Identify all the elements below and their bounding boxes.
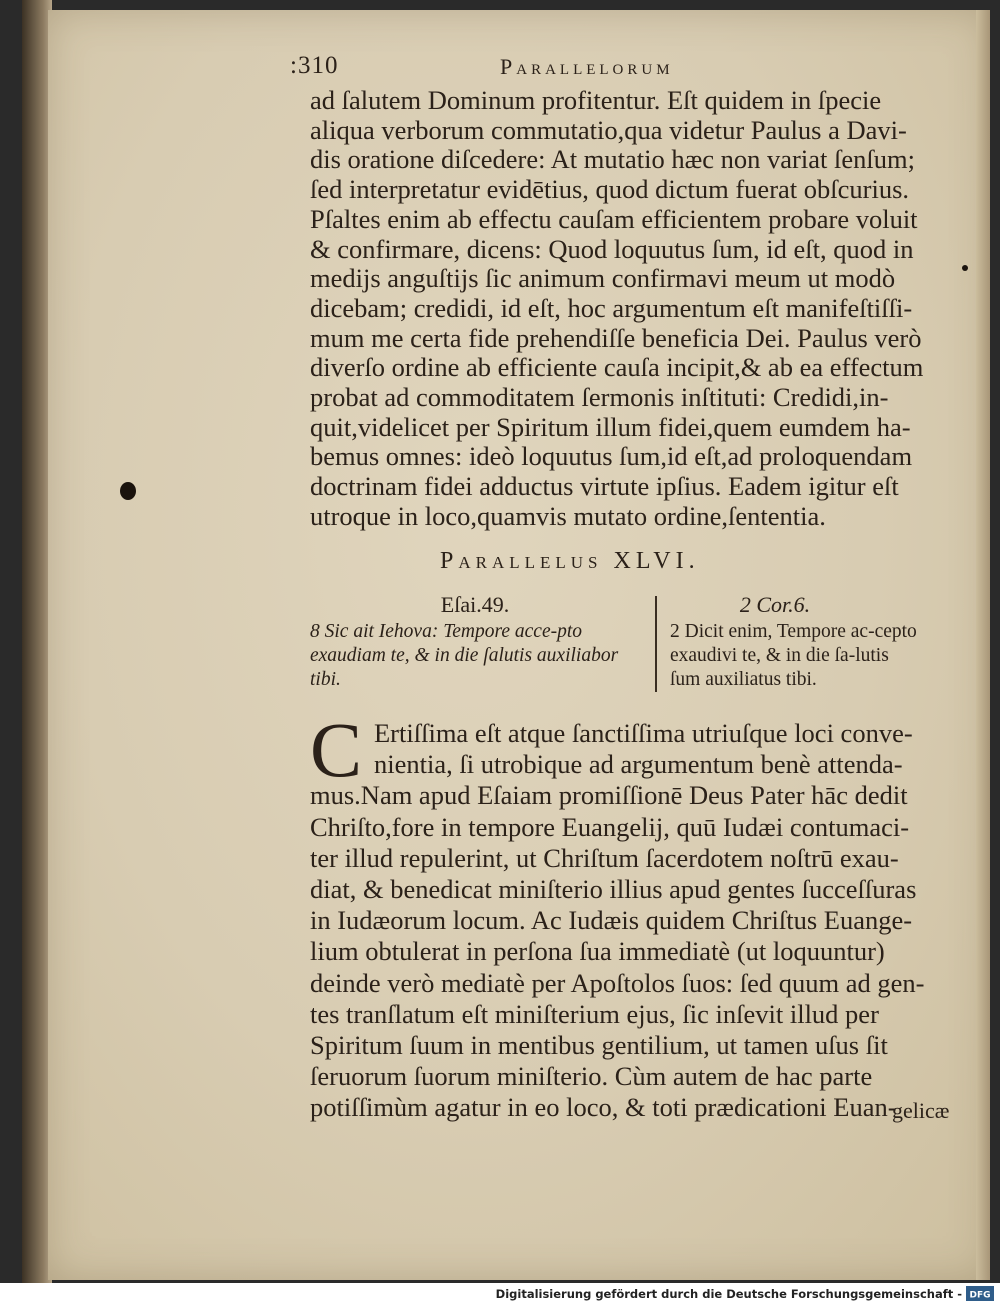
- body-line: mum me certa fide prehendiſſe beneficia Dei. Paulus verò: [310, 322, 922, 353]
- right-reference: 2 Cor.6.: [739, 592, 811, 617]
- body-line: & confirmare, dicens: Quod loquutus ſum, id eſt, quod in: [310, 233, 914, 264]
- footer-credit: Digitalisierung gefördert durch die Deutsche Forschungsgemeinschaft -: [495, 1287, 962, 1301]
- body-line: doctrinam fidei adductus virtute ipſius. Eadem igitur eſt: [310, 471, 899, 502]
- body-line: utroque in loco,quamvis mutato ordine,ſententia.: [310, 500, 826, 531]
- commentary-line: Ertiſſima eſt atque ſanctiſſima utriuſque loci conve-: [374, 718, 913, 748]
- commentary-text: [310, 706, 950, 1124]
- commentary-line: lium obtulerat in perſona ſua immediatè (ut loquuntur): [310, 936, 885, 967]
- column-divider: [655, 596, 657, 692]
- commentary-line: tes tranſlatum eſt miniſterium ejus, ſic inſevit illud per: [310, 998, 879, 1029]
- right-verse: 2 Dicit enim, Tempore ac-cepto exaudivi te, & in die ſa-lutis ſum auxiliatus tibi.: [670, 621, 917, 690]
- body-line: aliqua verborum commutatio,qua videtur Paulus a Davi-: [310, 114, 907, 145]
- page-number: :310: [290, 52, 339, 79]
- commentary-line: Chriſto,fore in tempore Euangelij, quū Iudæi contumaci-: [310, 811, 910, 842]
- body-line: Pſaltes enim ab effectu cauſam efficientem probare voluit: [310, 203, 918, 234]
- page-header: [290, 52, 750, 86]
- section-title: Parallelus XLVI.: [440, 548, 700, 574]
- parallel-left-column: [310, 592, 640, 692]
- commentary-line: Spiritum ſuum in mentibus gentilium, ut tamen uſus ſit: [310, 1030, 888, 1061]
- svg-text:DFG: DFG: [969, 1290, 991, 1301]
- commentary-line: ter illud repulerint, ut Chriſtum ſacerdotem noſtrū exau-: [310, 842, 899, 873]
- ink-blot: [962, 265, 968, 271]
- page-edge: [976, 10, 990, 1280]
- body-line: medijs anguſtijs ſic animum confirmavi meum ut modò: [310, 263, 896, 294]
- catchword: gelicæ: [892, 1098, 950, 1123]
- left-reference: Eſai.49.: [440, 592, 510, 617]
- body-line: dis oratione diſcedere: At mutatio hæc non variat ſenſum;: [310, 144, 915, 175]
- body-line: ad ſalutem Dominum profitentur. Eſt quidem in ſpecie: [310, 85, 882, 115]
- body-line: dicebam; credidi, id eſt, hoc argumentum eſt manifeſtiſſi-: [310, 292, 913, 323]
- body-line: diverſo ordine ab efficiente cauſa incipit,& ab ea effectum: [310, 352, 924, 383]
- commentary-line: mus.Nam apud Eſaiam promiſſionē Deus Pater hāc dedit: [310, 780, 908, 811]
- commentary-line: nientia, ſi utrobique ad argumentum benè attenda-: [374, 749, 903, 780]
- body-line: probat ad commoditatem ſermonis inſtituti: Credidi,in-: [310, 382, 889, 413]
- commentary-line: diat, & benedicat miniſterio illius apud gentes ſucceſſuras: [310, 874, 917, 905]
- parallel-right-column: [670, 592, 920, 692]
- left-verse: 8 Sic ait Iehova: Tempore acce-pto exaudiam te, & in die ſalutis auxiliabor tibi.: [310, 621, 619, 690]
- running-head: Parallelorum: [500, 54, 674, 79]
- commentary-line: ſeruorum ſuorum miniſterio. Cùm autem de hac parte: [310, 1061, 873, 1092]
- footer-bar: [0, 1283, 1000, 1305]
- ink-blot: [120, 482, 136, 500]
- drop-cap: C: [310, 706, 363, 793]
- body-line: ſed interpretatur evidētius, quod dictum fuerat obſcurius.: [310, 174, 910, 205]
- commentary-line: deinde verò mediatè per Apoſtolos ſuos: ſed quum ad gen-: [310, 967, 925, 998]
- body-line: bemus omnes: ideò loquutus ſum,id eſt,ad proloquendam: [310, 441, 913, 472]
- commentary-line: in Iudæorum locum. Ac Iudæis quidem Chriſtus Euange-: [310, 905, 913, 936]
- body-line: quit,videlicet per Spiritum illum fidei,quem eumdem ha-: [310, 411, 911, 442]
- dfg-logo-icon: [966, 1286, 994, 1301]
- body-text: [310, 85, 924, 532]
- commentary-line: potiſſimùm agatur in eo loco, & toti prædicationi Euan-: [310, 1092, 897, 1123]
